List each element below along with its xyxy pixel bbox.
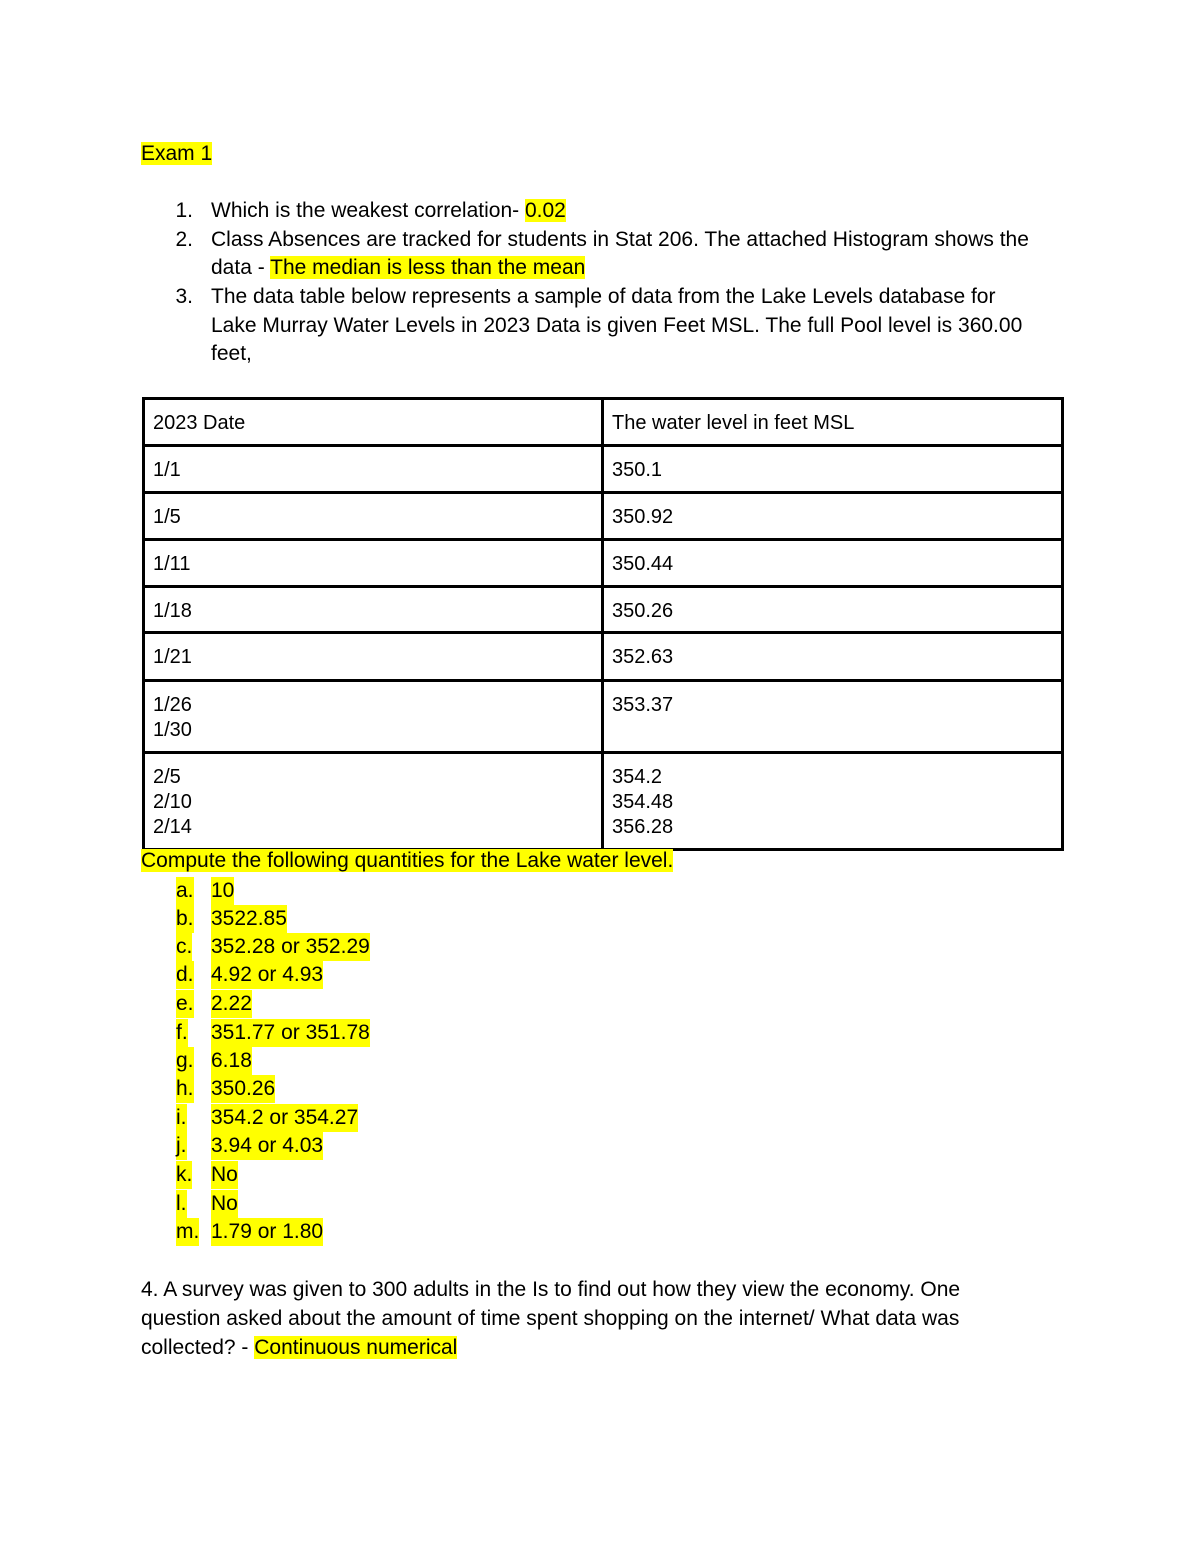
answer-letter: b. — [176, 905, 194, 933]
question-text: The data table below represents a sample of data from the Lake Levels database for — [211, 285, 996, 308]
table-cell-level: 350.1 — [603, 446, 1063, 493]
table-cell-date: 1/21 — [144, 633, 603, 681]
compute-heading-text: Compute the following quantities for the Lake water level. — [141, 849, 674, 872]
answer-value: 351.77 or 351.78 — [211, 1019, 370, 1047]
answer-letter: f. — [176, 1019, 188, 1047]
answer-value: No — [211, 1190, 238, 1218]
table-row — [144, 540, 1063, 587]
question-text: feet, — [211, 342, 252, 365]
table-row — [144, 493, 1063, 540]
compute-heading — [141, 847, 673, 875]
answer-value: 10 — [211, 877, 234, 905]
answer-letter: a. — [176, 877, 194, 905]
table-cell-date: 1/18 — [144, 587, 603, 633]
table-cell-level: 350.44 — [603, 540, 1063, 587]
question-text: 4. A survey was given to 300 adults in the Is to find out how they view the economy. One question asked about the amount of time spent shopping on the internet/ What data was collected? - — [141, 1278, 961, 1359]
table-cell-level: 354.2 354.48 356.28 — [603, 753, 1063, 850]
question-3-line-1 — [211, 283, 995, 312]
table-row — [144, 446, 1063, 493]
answer-letter: l. — [176, 1190, 187, 1218]
question-3-line-2 — [211, 312, 1022, 341]
answer-letter: c. — [176, 933, 192, 961]
question-number: 3. — [175, 285, 193, 308]
question-number: 1. — [175, 199, 193, 222]
table-header-date: 2023 Date — [144, 399, 603, 446]
table-row — [144, 753, 1063, 850]
table-cell-level: 352.63 — [603, 633, 1063, 681]
question-text: Class Absences are tracked for students in Stat 206. The attached Histogram shows the — [211, 228, 1029, 251]
answer-letter: k. — [176, 1161, 192, 1189]
question-text: data - — [211, 256, 271, 279]
question-3-line-3 — [211, 340, 252, 369]
question-4 — [141, 1275, 1041, 1362]
answer-value: 4.92 or 4.93 — [211, 961, 323, 989]
answer-letter: g. — [176, 1047, 194, 1075]
question-answer: 0.02 — [524, 199, 566, 222]
answer-letter: h. — [176, 1075, 194, 1103]
answer-letter: e. — [176, 990, 194, 1018]
answer-value: No — [211, 1161, 238, 1189]
lake-level-table — [142, 397, 1064, 851]
table-row — [144, 587, 1063, 633]
answer-value: 6.18 — [211, 1047, 252, 1075]
page-title-text: Exam 1 — [141, 142, 213, 165]
table-cell-date: 1/26 1/30 — [144, 681, 603, 753]
question-1 — [211, 197, 566, 226]
question-text: Which is the weakest correlation- — [211, 199, 525, 222]
table-header-level: The water level in feet MSL — [603, 399, 1063, 446]
question-text: Lake Murray Water Levels in 2023 Data is given Feet MSL. The full Pool level is 360.00 — [211, 314, 1023, 337]
answer-value: 1.79 or 1.80 — [211, 1218, 323, 1246]
table-cell-date: 2/5 2/10 2/14 — [144, 753, 603, 850]
table-row — [144, 681, 1063, 753]
question-number: 2. — [175, 228, 193, 251]
answer-value: 3.94 or 4.03 — [211, 1132, 323, 1160]
table-cell-date: 1/5 — [144, 493, 603, 540]
table-header-row — [144, 399, 1063, 446]
answer-value: 350.26 — [211, 1075, 275, 1103]
answer-letter: i. — [176, 1104, 187, 1132]
answer-value: 3522.85 — [211, 905, 287, 933]
table-cell-date: 1/11 — [144, 540, 603, 587]
table-cell-level: 353.37 — [603, 681, 1063, 753]
answer-letter: d. — [176, 961, 194, 989]
answer-value: 354.2 or 354.27 — [211, 1104, 358, 1132]
answer-value: 2.22 — [211, 990, 252, 1018]
table-row — [144, 633, 1063, 681]
question-answer: The median is less than the mean — [270, 256, 586, 279]
answer-letter: j. — [176, 1132, 187, 1160]
table-cell-date: 1/1 — [144, 446, 603, 493]
table-cell-level: 350.26 — [603, 587, 1063, 633]
question-2-line-1 — [211, 226, 1029, 255]
answer-value: 352.28 or 352.29 — [211, 933, 370, 961]
question-answer: Continuous numerical — [254, 1336, 458, 1359]
table-cell-level: 350.92 — [603, 493, 1063, 540]
answer-letter: m. — [176, 1218, 199, 1246]
question-2-line-2 — [211, 254, 585, 283]
page-title — [141, 140, 212, 168]
